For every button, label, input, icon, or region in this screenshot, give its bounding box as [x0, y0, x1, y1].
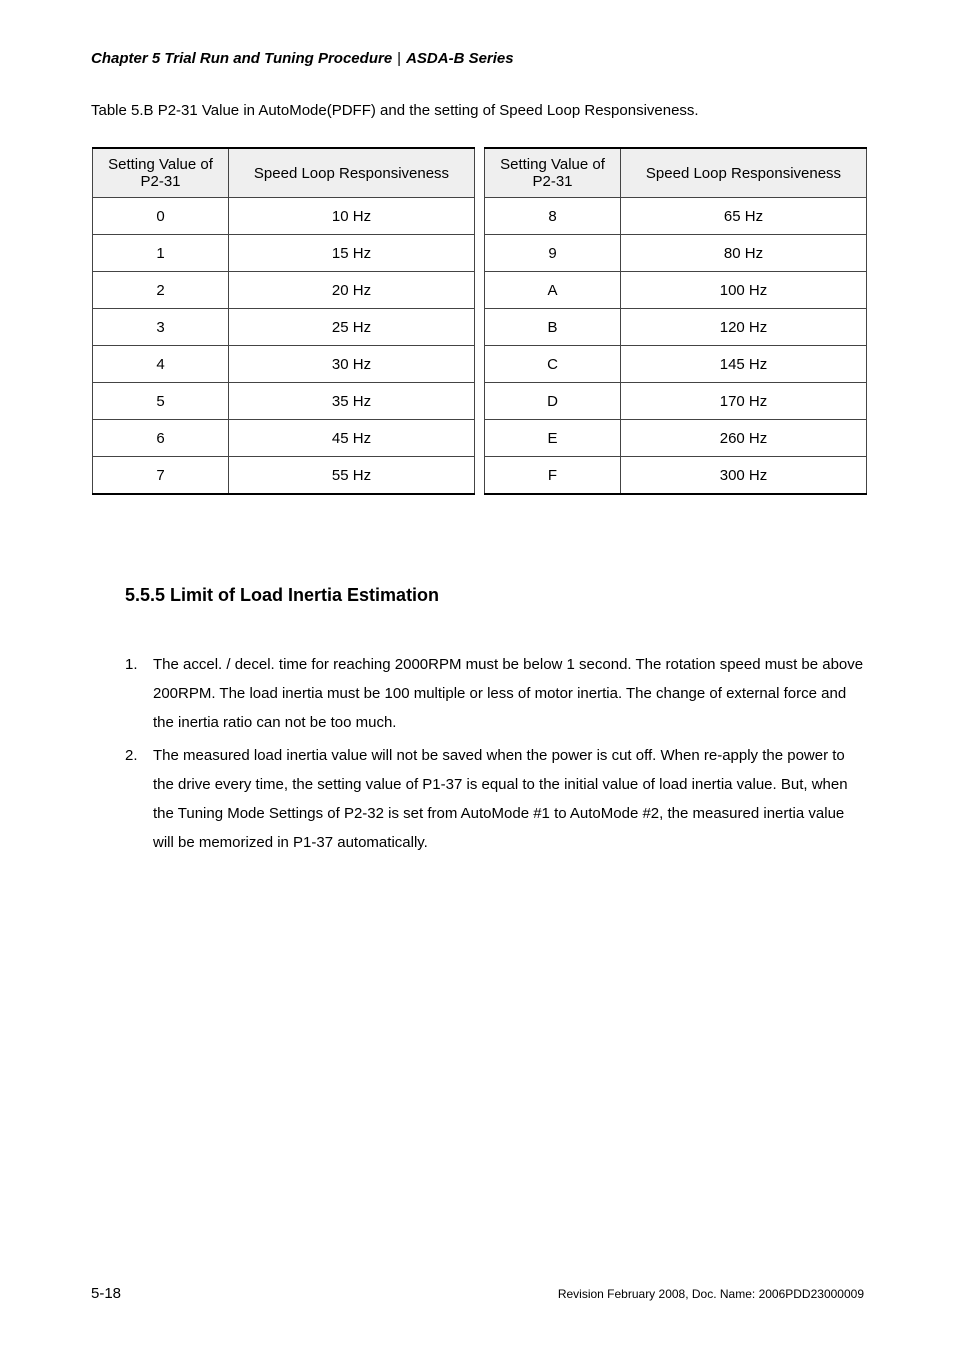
- setting-header-line1: Setting Value of: [108, 156, 213, 173]
- responsiveness-cell: 30 Hz: [229, 346, 475, 383]
- list-item-number: 2.: [125, 747, 138, 764]
- table-row: [93, 346, 475, 383]
- speed-loop-table-right: [484, 147, 867, 495]
- setting-cell: A: [485, 272, 621, 309]
- table-row: [485, 457, 867, 495]
- setting-cell: E: [485, 420, 621, 457]
- table-row: [93, 272, 475, 309]
- setting-cell: 4: [93, 346, 229, 383]
- responsiveness-cell: 35 Hz: [229, 383, 475, 420]
- responsiveness-cell: 170 Hz: [621, 383, 867, 420]
- list-item-text: The measured load inertia value will not be saved when the power is cut off. When re-apply the power to the drive every time, the setting value of P1-37 is equal to the initial value of load inertia value. But, when the Tuning Mode Settings of P2-32 is set from AutoMode #1 to AutoMode #2, the measured inertia value will be memorized in P1-37 automatically.: [153, 747, 848, 851]
- setting-cell: 7: [93, 457, 229, 495]
- setting-header-line2: P2-31: [532, 173, 573, 190]
- table-row: [93, 235, 475, 272]
- chapter-title: Chapter 5 Trial Run and Tuning Procedure: [91, 50, 393, 67]
- setting-cell: 9: [485, 235, 621, 272]
- section-title: 5.5.5 Limit of Load Inertia Estimation: [125, 585, 440, 605]
- setting-cell: 6: [93, 420, 229, 457]
- table-row: [485, 198, 867, 235]
- table-row: [93, 420, 475, 457]
- setting-header-line1: Setting Value of: [500, 156, 605, 173]
- responsiveness-cell: 15 Hz: [229, 235, 475, 272]
- table-row: [93, 457, 475, 495]
- responsiveness-cell: 145 Hz: [621, 346, 867, 383]
- responsiveness-cell: 10 Hz: [229, 198, 475, 235]
- setting-cell: D: [485, 383, 621, 420]
- table-row: [485, 420, 867, 457]
- page-number: 5-18: [91, 1285, 122, 1302]
- responsiveness-cell: 20 Hz: [229, 272, 475, 309]
- setting-value-header: [93, 148, 229, 198]
- series-name: ASDA-B Series: [406, 50, 514, 67]
- table-row: [485, 235, 867, 272]
- list-item: [125, 650, 865, 737]
- responsiveness-cell: 100 Hz: [621, 272, 867, 309]
- responsiveness-cell: 300 Hz: [621, 457, 867, 495]
- table-header-row: [93, 148, 475, 198]
- setting-cell: 5: [93, 383, 229, 420]
- responsiveness-header: Speed Loop Responsiveness: [621, 148, 867, 198]
- revision-info: Revision February 2008, Doc. Name: 2006PDD23000009: [557, 1287, 864, 1301]
- setting-header-line2: P2-31: [140, 173, 181, 190]
- table-row: [485, 309, 867, 346]
- setting-cell: B: [485, 309, 621, 346]
- responsiveness-cell: 65 Hz: [621, 198, 867, 235]
- setting-value-header: [485, 148, 621, 198]
- table-row: [93, 198, 475, 235]
- table-row: [485, 346, 867, 383]
- speed-loop-table-left: [92, 147, 475, 495]
- table-caption: Table 5.B P2-31 Value in AutoMode(PDFF) and the setting of Speed Loop Responsiveness.: [91, 102, 699, 119]
- responsiveness-cell: 120 Hz: [621, 309, 867, 346]
- table-header-row: [485, 148, 867, 198]
- list-item: [125, 741, 865, 857]
- table-row: [485, 383, 867, 420]
- table-row: [93, 383, 475, 420]
- header-separator: |: [397, 50, 402, 67]
- setting-cell: F: [485, 457, 621, 495]
- table-row: [93, 309, 475, 346]
- list-item-text: The accel. / decel. time for reaching 2000RPM must be below 1 second. The rotation speed must be above 200RPM. The load inertia must be 100 multiple or less of motor inertia. The change of external force and the inertia ratio can not be too much.: [153, 656, 864, 731]
- chapter-header: [91, 50, 514, 67]
- setting-cell: 0: [93, 198, 229, 235]
- responsiveness-cell: 45 Hz: [229, 420, 475, 457]
- setting-cell: 1: [93, 235, 229, 272]
- responsiveness-header: Speed Loop Responsiveness: [229, 148, 475, 198]
- setting-cell: 8: [485, 198, 621, 235]
- setting-cell: 2: [93, 272, 229, 309]
- setting-cell: 3: [93, 309, 229, 346]
- responsiveness-cell: 55 Hz: [229, 457, 475, 495]
- responsiveness-cell: 25 Hz: [229, 309, 475, 346]
- responsiveness-cell: 80 Hz: [621, 235, 867, 272]
- list-item-number: 1.: [125, 656, 138, 673]
- responsiveness-cell: 260 Hz: [621, 420, 867, 457]
- setting-cell: C: [485, 346, 621, 383]
- table-row: [485, 272, 867, 309]
